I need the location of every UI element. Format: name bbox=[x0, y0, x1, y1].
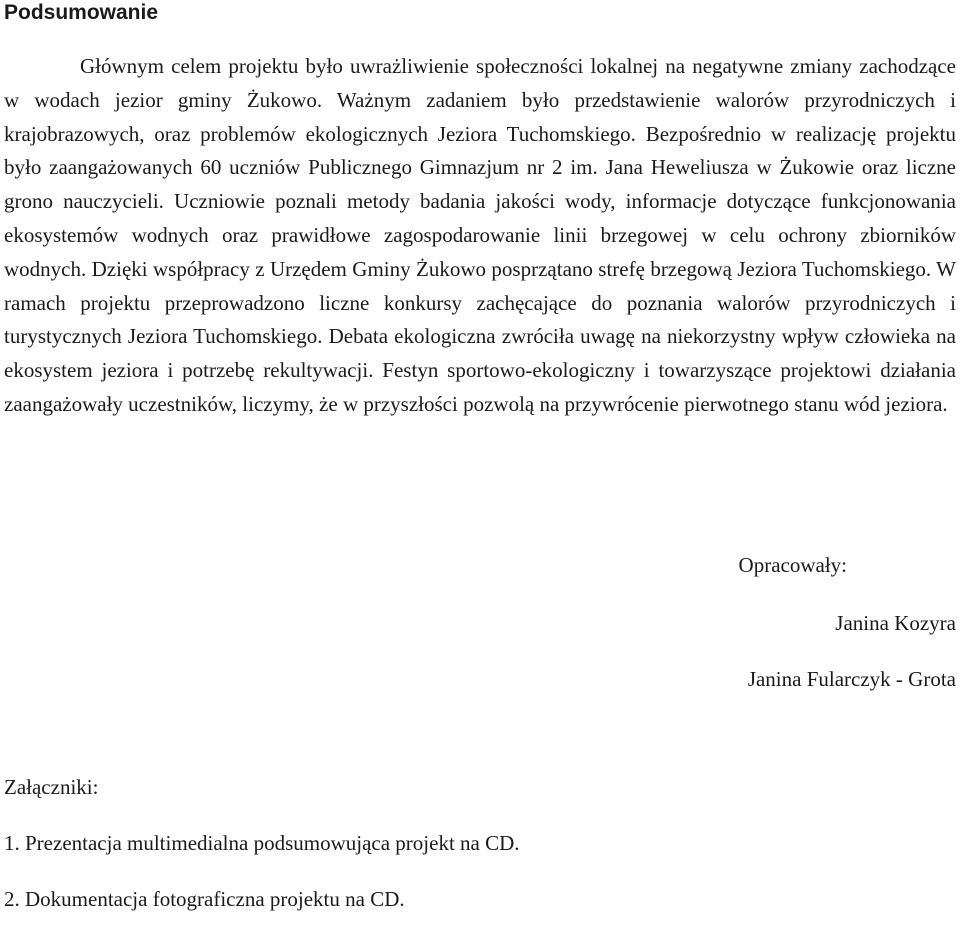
attachment-item: 1. Prezentacja multimedialna podsumowująca projekt na CD. bbox=[4, 831, 520, 855]
summary-paragraph: Głównym celem projektu było uwrażliwienie społeczności lokalnej na negatywne zmiany zachodzące w wodach jezior gminy Żukowo. Ważnym zadaniem było przedstawienie walorów przyrodniczych i krajobrazowych, oraz problemów ekologicznych Jeziora Tuchomskiego. Bezpośrednio w realizację projektu było zaangażowanych 60 uczniów Publicznego Gimnazjum nr 2 im. Jana Heweliusza w Żukowie oraz liczne grono nauczycieli. Uczniowie poznali metody badania jakości wody, informacje dotyczące funkcjonowania ekosystemów wodnych oraz prawidłowe zagospodarowanie linii brzegowej w celu ochrony zbiorników wodnych. Dzięki współpracy z Urzędem Gminy Żukowo posprzątano strefę brzegową Jeziora Tuchomskiego. W ramach projektu przeprowadzono liczne konkursy zachęcające do poznania walorów przyrodniczych i turystycznych Jeziora Tuchomskiego. Debata ekologiczna zwróciła uwagę na niekorzystny wpływ człowieka na ekosystem jeziora i potrzebę rekultywacji. Festyn sportowo-ekologiczny i towarzyszące projektowi działania zaangażowały uczestników, liczymy, że w przyszłości pozwolą na przywrócenie pierwotnego stanu wód jeziora. bbox=[4, 54, 956, 416]
section-heading: Podsumowanie bbox=[4, 1, 159, 24]
author-name: Janina Fularczyk - Grota bbox=[747, 667, 956, 691]
author-name: Janina Kozyra bbox=[835, 611, 956, 635]
attachments-list bbox=[4, 830, 520, 942]
attachments-heading: Załączniki: bbox=[4, 775, 99, 799]
signature-label: Opracowały: bbox=[738, 553, 847, 577]
attachment-item: 2. Dokumentacja fotograficzna projektu na CD. bbox=[4, 887, 405, 911]
